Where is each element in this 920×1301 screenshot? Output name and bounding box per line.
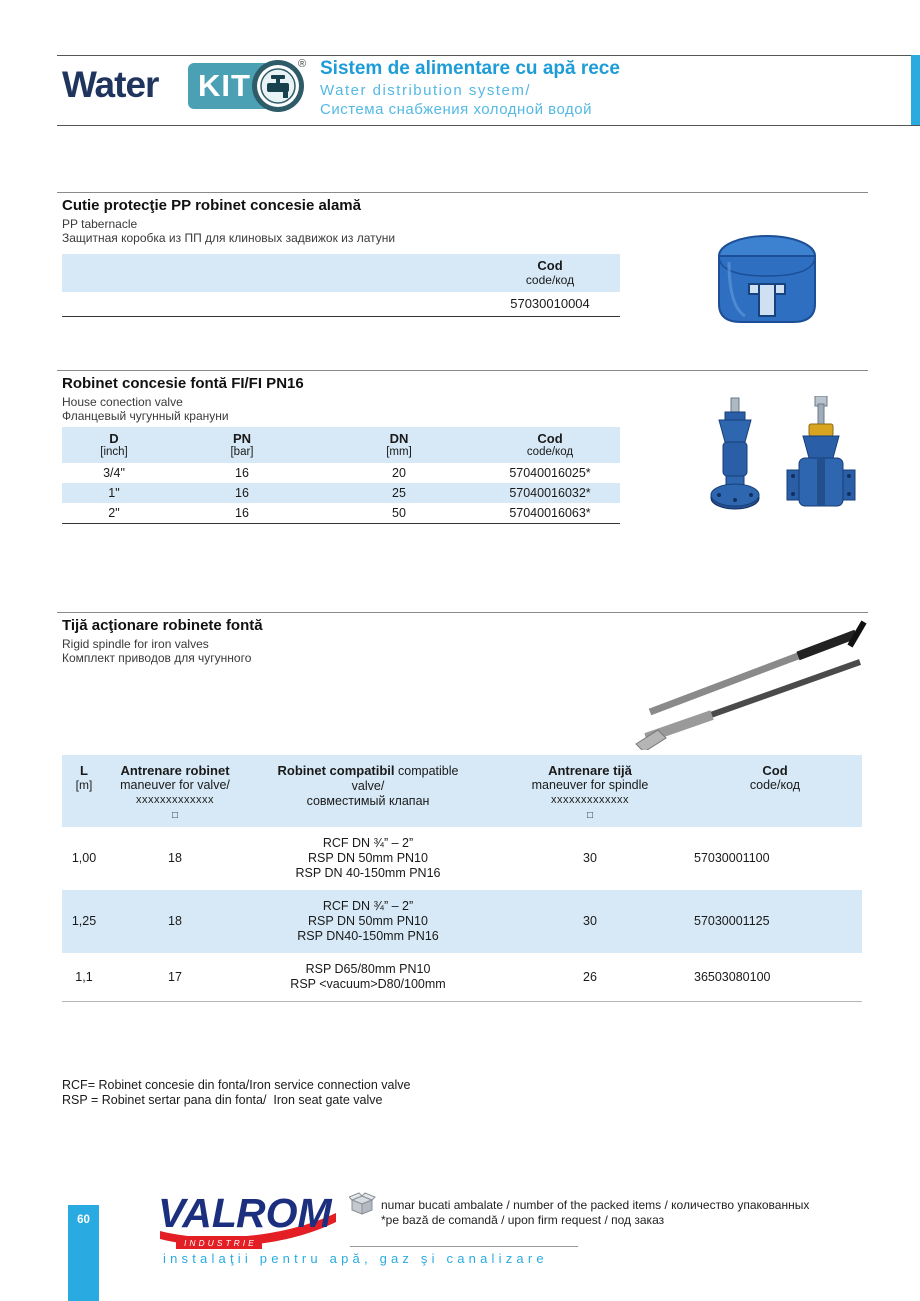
checkbox-glyph: □: [171, 810, 179, 821]
section1-subtitle-ru: Защитная коробка из ПП для клиновых задвижок из латуни: [62, 231, 396, 245]
antrenare-robinet-value: 18: [168, 851, 182, 865]
section1-table: [62, 254, 620, 317]
table-row: [62, 463, 620, 483]
section1-divider: [57, 192, 868, 193]
dn-value: 25: [392, 486, 406, 500]
robinet-compatibil-value: RCF DN ¾” – 2” RSP DN 50mm PN10 RSP DN 40-150mm PN16: [295, 836, 441, 880]
column-header-cod: Cod code/код: [480, 427, 620, 463]
page-number-badge: [68, 1205, 99, 1301]
section1-title: Cutie protecţie PP robinet concesie alamă: [62, 197, 361, 214]
valrom-industrie-text: INDUSTRIE: [184, 1238, 257, 1248]
page-title: Sistem de alimentare cu apă rece: [320, 58, 620, 79]
section1-table-header: [62, 254, 620, 292]
robinet-compatibil-value: RCF DN ¾” – 2” RSP DN 50mm PN10 RSP DN40-150mm PN16: [297, 899, 439, 943]
column-header-code: code/код: [525, 273, 575, 287]
header-bottom-divider: [57, 125, 920, 126]
section2-title: Robinet concesie fontă FI/FI PN16: [62, 375, 304, 392]
pn-value: 16: [235, 486, 249, 500]
cod-value: 57040016063*: [480, 503, 620, 524]
note-packed-items: numar bucati ambalate / number of the packed items / количество упакованных: [381, 1198, 810, 1212]
cod-value: 57040016025*: [509, 466, 591, 480]
l-value: 1,1: [62, 953, 106, 1002]
package-icon: [349, 1191, 376, 1221]
table-row: [62, 890, 862, 953]
section2-table: [62, 427, 620, 524]
column-header-antrenare-robinet: Antrenare robinet maneuver for valve/ xxxxxxxxxxxxx □: [106, 755, 244, 827]
robinet-compatibil-value: RSP D65/80mm PN10 RSP <vacuum>D80/100mm: [244, 953, 492, 1002]
kit-logo-box: [188, 63, 288, 109]
column-header-antrenare-tija: Antrenare tijă maneuver for spindle xxxxxxxxxxxxx □: [492, 755, 688, 827]
l-value: 1,00: [71, 851, 97, 865]
table-row: [62, 503, 620, 524]
section2-table-header: [62, 427, 620, 463]
footnote-rcf: RCF= Robinet concesie din fonta/Iron service connection valve: [62, 1078, 411, 1092]
section3-title: Tijă acţionare robinete fontă: [62, 617, 263, 634]
pn-value: 16: [166, 503, 318, 524]
d-value: 2": [62, 503, 166, 524]
product-image-valves: [695, 396, 863, 541]
column-header-cod: Cod code/код: [688, 755, 862, 827]
footer-divider: [350, 1246, 578, 1247]
section3-table-header: [62, 755, 862, 827]
registered-mark: ®: [298, 58, 307, 70]
page-title-ru: Система снабжения холодной водой: [320, 101, 592, 118]
antrenare-tija-value: 30: [583, 851, 597, 865]
column-header-robinet-compatibil: Robinet compatibil compatible valve/ совместимый клапан: [244, 755, 492, 827]
footnote-rsp: RSP = Robinet sertar pana din fonta/ Iron seat gate valve: [62, 1093, 383, 1107]
antrenare-robinet-value: 18: [168, 914, 182, 928]
section2-subtitle-ru: Фланцевый чугунный крануни: [62, 409, 229, 423]
note-on-request: *pe bază de comandă / upon firm request / под заказ: [381, 1213, 665, 1227]
dn-value: 20: [392, 466, 406, 480]
cod-value: 57030010004: [510, 296, 590, 311]
cod-value: 36503080100: [688, 953, 862, 1002]
d-value: 1": [108, 486, 120, 500]
antrenare-tija-value: 26: [492, 953, 688, 1002]
section3-subtitle-en: Rigid spindle for iron valves: [62, 637, 209, 651]
product-image-spindles: [628, 614, 886, 755]
section3-subtitle-ru: Комплект приводов для чугунного: [62, 651, 252, 665]
valrom-val-text: VAL: [158, 1190, 237, 1236]
section3-table: [62, 755, 862, 1002]
cod-value: 57040016032*: [509, 486, 591, 500]
accent-bar-top-right: [911, 55, 920, 125]
column-header-l: L [m]: [62, 755, 106, 827]
page-number: 60: [77, 1214, 90, 1226]
water-logo-text: Water: [62, 64, 159, 105]
d-value: 3/4": [103, 466, 125, 480]
section3-divider: [57, 612, 868, 613]
pn-value: 16: [235, 466, 249, 480]
dn-value: 50: [318, 503, 480, 524]
cod-value: 57030001125: [694, 914, 770, 928]
column-header-dn: DN [mm]: [318, 427, 480, 463]
table-row: [62, 827, 862, 890]
table-row: [62, 953, 862, 1002]
cod-value: 57030001100: [694, 851, 770, 865]
kit-logo-text: KIT: [198, 68, 251, 103]
valrom-logo: [156, 1189, 341, 1256]
table-row: [62, 483, 620, 503]
header-top-divider: [57, 55, 920, 56]
antrenare-tija-value: 30: [583, 914, 597, 928]
column-header-d: D [inch]: [62, 427, 166, 463]
section1-subtitle-en: PP tabernacle: [62, 217, 138, 231]
valrom-rom-text: ROM: [236, 1190, 332, 1236]
antrenare-robinet-value: 17: [106, 953, 244, 1002]
section2-subtitle-en: House conection valve: [62, 395, 183, 409]
table-row: [62, 292, 620, 317]
l-value: 1,25: [71, 914, 97, 928]
footer-tagline: instalaţii pentru apă, gaz şi canalizare: [163, 1251, 548, 1266]
column-header-pn: PN [bar]: [166, 427, 318, 463]
product-image-pp-box: [705, 226, 830, 339]
section2-divider: [57, 370, 868, 371]
page-title-en: Water distribution system/: [320, 82, 531, 99]
column-header-cod: Cod: [537, 258, 563, 273]
checkbox-glyph: □: [586, 810, 594, 821]
